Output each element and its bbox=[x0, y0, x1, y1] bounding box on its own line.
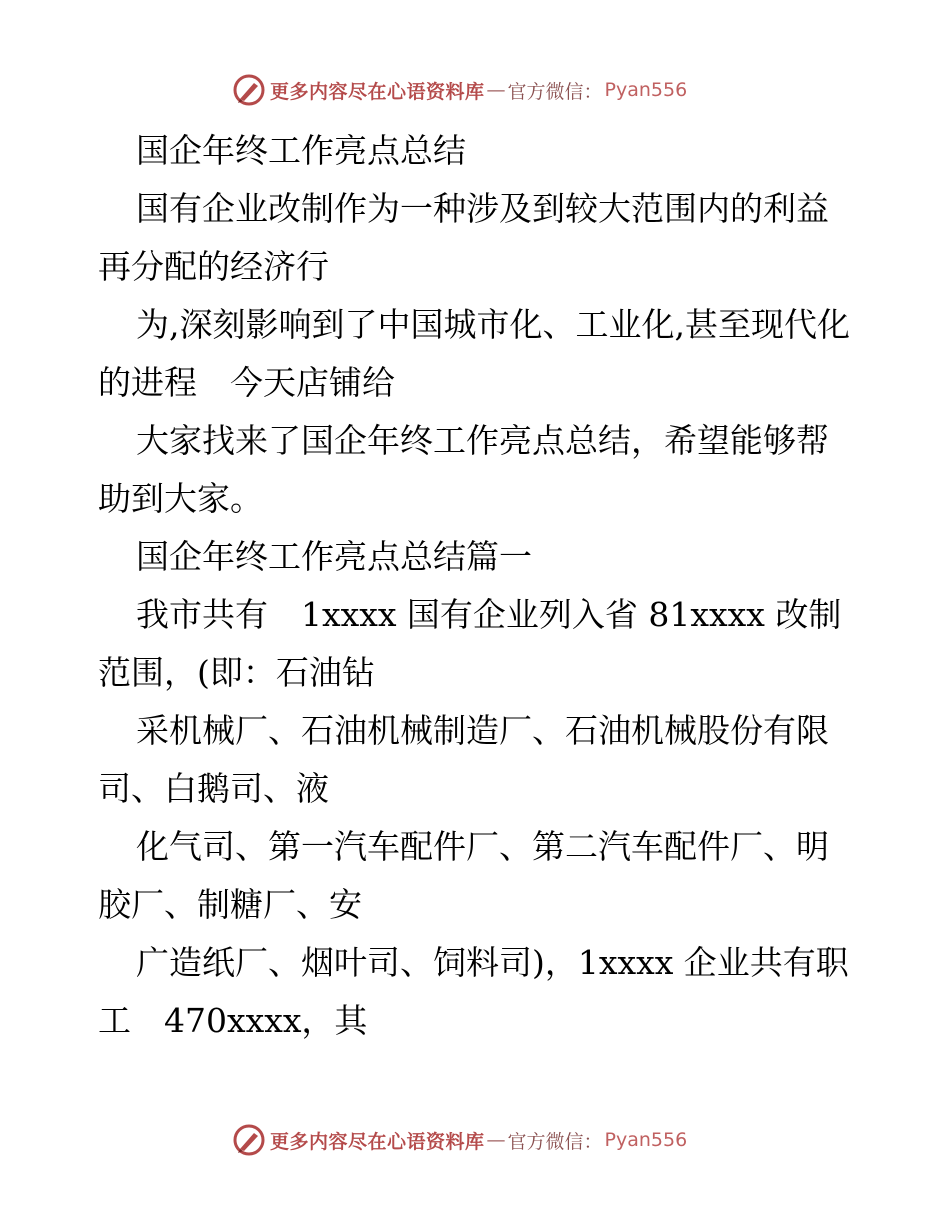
footer-watermark bbox=[232, 1122, 687, 1158]
watermark-separator: — bbox=[486, 79, 506, 101]
document-body bbox=[98, 122, 858, 1050]
watermark-label: 官方微信： bbox=[507, 1130, 603, 1153]
paragraph: 采机械厂、石油机械制造厂、石油机械股份有限司、白鹅司、液 bbox=[98, 711, 829, 808]
section-heading: 国企年终工作亮点总结篇一 bbox=[136, 537, 532, 576]
paragraph: 国有企业改制作为一种涉及到较大范围内的利益再分配的经济行 bbox=[98, 189, 829, 286]
header-watermark bbox=[232, 72, 687, 108]
paragraph: 为,深刻影响到了中国城市化、工业化,甚至现代化的进程 今天店铺给 bbox=[98, 305, 850, 402]
watermark-label: 官方微信： bbox=[507, 80, 603, 103]
paragraph: 化气司、第一汽车配件厂、第二汽车配件厂、明胶厂、制糖厂、安 bbox=[98, 827, 829, 924]
paragraph: 我市共有 1xxxx 国有企业列入省 81xxxx 改制范围，(即：石油钻 bbox=[98, 595, 842, 692]
paragraph: 广造纸厂、烟叶司、饲料司)，1xxxx 企业共有职工 470xxxx，其 bbox=[98, 943, 849, 1040]
document-title: 国企年终工作亮点总结 bbox=[136, 131, 466, 170]
paragraph: 大家找来了国企年终工作亮点总结，希望能够帮助到大家。 bbox=[98, 421, 829, 518]
pen-logo-icon bbox=[232, 73, 266, 107]
watermark-wechat-id: Pyan556 bbox=[604, 1129, 688, 1151]
watermark-site-text: 更多内容尽在心语资料库 bbox=[270, 1130, 485, 1153]
watermark-site-text: 更多内容尽在心语资料库 bbox=[270, 80, 485, 103]
watermark-wechat-id: Pyan556 bbox=[604, 79, 688, 101]
pen-logo-icon bbox=[232, 1123, 266, 1157]
watermark-separator: — bbox=[486, 1129, 506, 1151]
